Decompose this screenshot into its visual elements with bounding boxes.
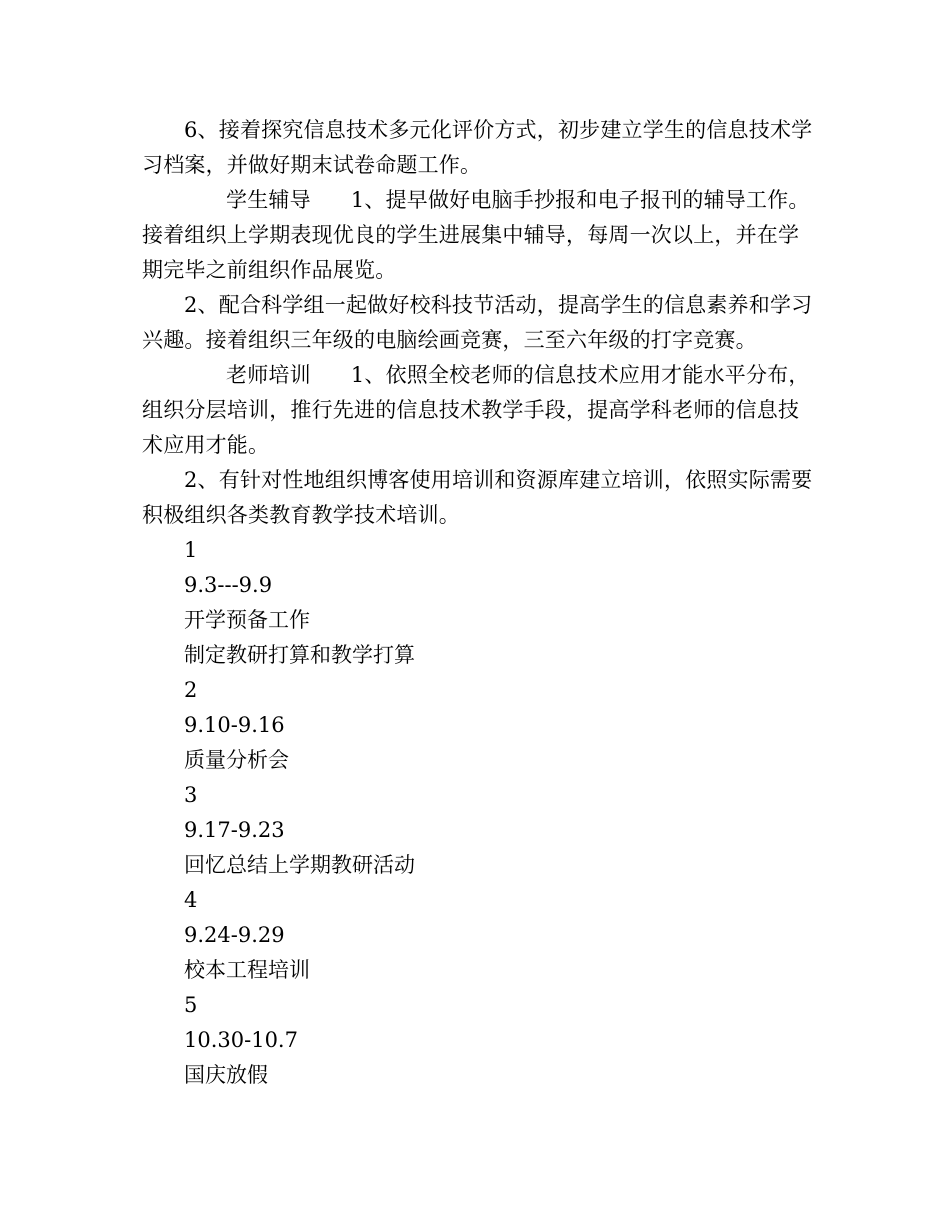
schedule-week-number: 3: [184, 783, 198, 807]
schedule-date-range: 9.10-9.16: [184, 713, 285, 737]
document-body: [142, 113, 814, 1093]
section-heading-student-guidance: 学生辅导: [226, 188, 311, 212]
paragraph-text: 1、依照全校老师的信息技术应用才能水平分布，组织分层培训，推行先进的信息技术教学手段，提高学科老师的信息技术应用才能。: [142, 363, 810, 457]
paragraph-text: 1、提早做好电脑手抄报和电子报刊的辅导工作。接着组织上学期表现优良的学生进展集中辅导，每周一次以上，并在学期完毕之前组织作品展览。: [142, 188, 810, 282]
paragraph-text: 2、有针对性地组织博客使用培训和资源库建立培训，依照实际需要积极组织各类教育教学技术培训。: [142, 468, 813, 527]
schedule-week-number: 4: [184, 888, 198, 912]
section-heading-teacher-training: 老师培训: [226, 363, 311, 387]
schedule-activity: 国庆放假: [184, 1063, 268, 1087]
schedule-week-number: 5: [184, 993, 198, 1017]
paragraph-text: 2、配合科学组一起做好校科技节活动，提高学生的信息素养和学习兴趣。接着组织三年级的电脑绘画竞赛，三至六年级的打字竞赛。: [142, 293, 813, 352]
schedule-activity: 开学预备工作: [184, 608, 310, 632]
schedule-week-number: 2: [184, 678, 198, 702]
schedule-activity: 质量分析会: [184, 748, 289, 772]
paragraph-student-guidance: [142, 183, 814, 288]
schedule-activity: 回忆总结上学期教研活动: [184, 853, 415, 877]
schedule-week-number: 1: [184, 538, 198, 562]
paragraph-teacher-training: [142, 358, 814, 463]
schedule-date-range: 9.17-9.23: [184, 818, 285, 842]
schedule-date-range: 10.30-10.7: [184, 1028, 298, 1052]
paragraph-blog-training: [142, 463, 814, 533]
paragraph-text: 6、接着探究信息技术多元化评价方式，初步建立学生的信息技术学习档案，并做好期末试卷命题工作。: [142, 118, 813, 177]
schedule-activity: 制定教研打算和教学打算: [184, 643, 415, 667]
schedule-date-range: 9.3---9.9: [184, 573, 273, 597]
paragraph-science-festival: [142, 288, 814, 358]
schedule-activity: 校本工程培训: [184, 958, 310, 982]
schedule-date-range: 9.24-9.29: [184, 923, 285, 947]
paragraph-evaluation: [142, 113, 814, 183]
